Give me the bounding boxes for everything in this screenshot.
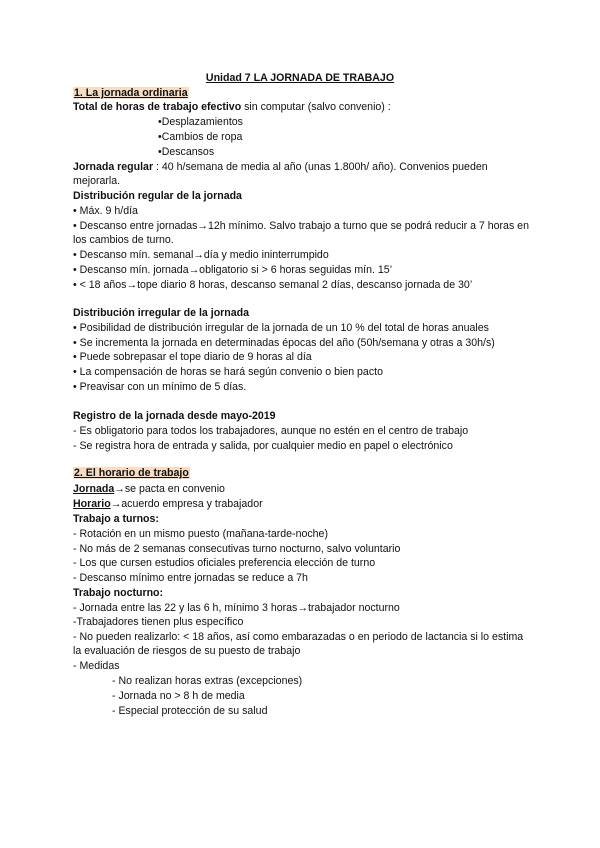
section-2-heading: 2. El horario de trabajo bbox=[74, 467, 189, 479]
section-1-heading: 1. La jornada ordinaria bbox=[74, 87, 188, 99]
list-item: • Descanso mín. jornada→obligatorio si > 6 horas seguidas mín. 15’ bbox=[73, 264, 393, 276]
list-item: - Jornada entre las 22 y las 6 h, mínimo 3 horas→trabajador nocturno bbox=[73, 602, 400, 614]
document-title: Unidad 7 LA JORNADA DE TRABAJO bbox=[205, 72, 395, 84]
list-item: • Posibilidad de distribución irregular de la jornada de un 10 % del total de horas anuales bbox=[73, 322, 489, 334]
list-item: - Los que cursen estudios oficiales preferencia elección de turno bbox=[73, 557, 376, 569]
total-hours-label: Total de horas de trabajo efectivo bbox=[73, 101, 242, 113]
medida-item: - Especial protección de su salud bbox=[112, 705, 268, 717]
list-item: • Máx. 9 h/día bbox=[73, 205, 138, 217]
list-item: - Se registra hora de entrada y salida, por cualquier medio en papel o electrónico bbox=[73, 440, 453, 452]
list-item: • < 18 años→tope diario 8 horas, descanso semanal 2 días, descanso jornada de 30’ bbox=[73, 279, 473, 291]
list-item: • La compensación de horas se hará según convenio o bien pacto bbox=[73, 366, 383, 378]
excluded-item: •Descansos bbox=[158, 146, 215, 158]
jornada-line bbox=[73, 482, 225, 496]
list-item: - Descanso mínimo entre jornadas se reduce a 7h bbox=[73, 572, 308, 584]
list-item: • Puede sobrepasar el tope diario de 9 horas al día bbox=[73, 351, 312, 363]
list-item: - Es obligatorio para todos los trabajadores, aunque no estén en el centro de trabajo bbox=[73, 425, 469, 437]
medida-item: - Jornada no > 8 h de media bbox=[112, 690, 245, 702]
jornada-text: →se pacta en convenio bbox=[114, 483, 225, 495]
regular-hours-paragraph bbox=[73, 160, 533, 188]
regular-hours-label: Jornada regular bbox=[73, 161, 154, 173]
excluded-item: •Cambios de ropa bbox=[158, 131, 243, 143]
list-item: -Trabajadores tienen plus específico bbox=[73, 616, 244, 628]
list-item: • Preavisar con un mínimo de 5 días. bbox=[73, 381, 247, 393]
excluded-item: •Desplazamientos bbox=[158, 116, 243, 128]
list-item: • Descanso entre jornadas→12h mínimo. Salvo trabajo a turno que se podrá reducir a 7 horas en los cambios de turno. bbox=[73, 220, 529, 246]
medida-item: - No realizan horas extras (excepciones) bbox=[112, 675, 303, 687]
nocturno-heading: Trabajo nocturno: bbox=[73, 587, 164, 599]
section-1-heading-line bbox=[73, 86, 189, 100]
dist-irregular-heading: Distribución irregular de la jornada bbox=[73, 307, 250, 319]
list-item: - Medidas bbox=[73, 660, 120, 672]
horario-text: →acuerdo empresa y trabajador bbox=[110, 498, 263, 510]
list-item: - No pueden realizarlo: < 18 años, así como embarazadas o en periodo de lactancia si lo estima la evaluación de riesgos de su puesto de trabajo bbox=[73, 631, 524, 657]
dist-regular-heading: Distribución regular de la jornada bbox=[73, 190, 242, 202]
registro-heading: Registro de la jornada desde mayo-2019 bbox=[73, 410, 276, 422]
horario-label: Horario bbox=[73, 498, 111, 510]
list-item: - No más de 2 semanas consecutivas turno nocturno, salvo voluntario bbox=[73, 543, 401, 555]
list-item: • Se incrementa la jornada en determinadas épocas del año (50h/semana y otras a 30h/s) bbox=[73, 337, 495, 349]
list-item: - Rotación en un mismo puesto (mañana-tarde-noche) bbox=[73, 528, 328, 540]
total-hours-line bbox=[73, 100, 391, 114]
jornada-label: Jornada bbox=[73, 483, 115, 495]
regular-hours-text: : 40 h/semana de media al año (unas 1.800h/ año). Convenios pueden mejorarla. bbox=[73, 161, 488, 187]
horario-line bbox=[73, 497, 263, 511]
turnos-heading: Trabajo a turnos: bbox=[73, 513, 159, 525]
total-hours-text: sin computar (salvo convenio) : bbox=[241, 101, 391, 113]
list-item: • Descanso mín. semanal→día y medio ininterrumpido bbox=[73, 249, 329, 261]
section-2-heading-line bbox=[73, 466, 190, 480]
